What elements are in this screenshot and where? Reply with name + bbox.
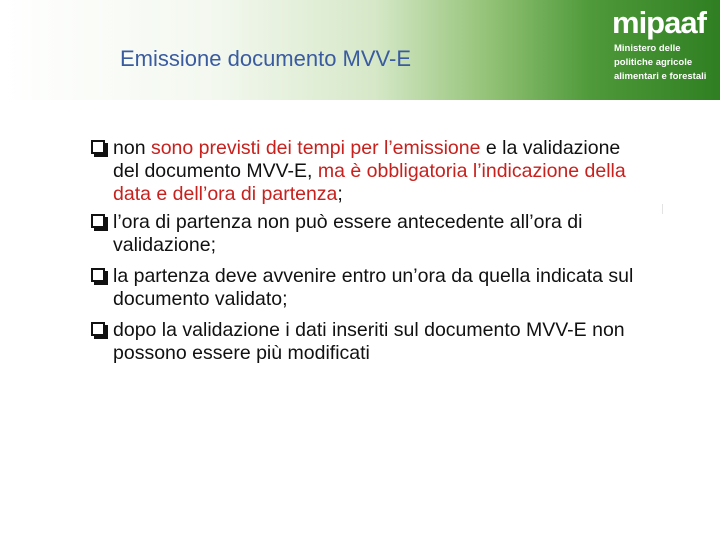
bullet-text-segment: l’ora di partenza non può essere antecedente all’ora di validazione; <box>113 211 583 256</box>
bullet-item <box>90 319 650 365</box>
square-bullet-icon <box>91 322 105 336</box>
ministry-name <box>614 42 718 84</box>
square-bullet-icon <box>91 268 105 282</box>
bullet-text-segment: e la validazione del documento MVV-E, <box>113 137 621 182</box>
bullet-item <box>90 137 650 206</box>
bullet-text-segment: sono previsti dei tempi per l’emissione <box>150 137 481 159</box>
bullet-list <box>90 137 650 370</box>
ministry-line: politiche agricole <box>614 57 693 68</box>
mipaaf-logo: mipaaf <box>612 5 706 40</box>
bullet-text-segment: la partenza deve avvenire entro un’ora da quella indicata sul documento validato; <box>113 265 634 310</box>
bullet-text-segment: non <box>113 137 151 159</box>
slide-header <box>0 0 720 100</box>
slide-title: Emissione documento MVV-E <box>120 46 412 71</box>
bullet-item <box>90 211 650 257</box>
bullet-text-segment: ma è obbligatoria l’indicazione della data e dell’ora di partenza <box>113 160 626 205</box>
square-bullet-icon <box>91 140 105 154</box>
ministry-line: alimentari e forestali <box>614 71 707 82</box>
square-bullet-icon <box>91 214 105 228</box>
bullet-text-segment: dopo la validazione i dati inseriti sul documento MVV-E non possono essere più modificati <box>113 319 625 364</box>
decorative-tick <box>662 204 663 214</box>
bullet-text-segment: ; <box>337 183 343 205</box>
ministry-line: Ministero delle <box>614 43 681 54</box>
bullet-item <box>90 265 650 311</box>
